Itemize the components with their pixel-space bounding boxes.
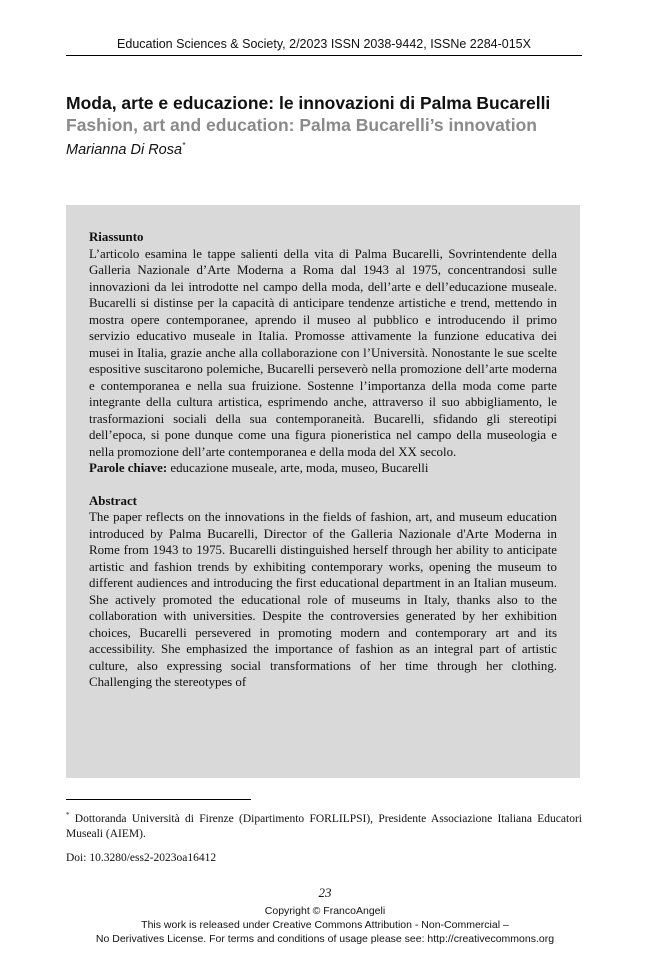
section-gap — [89, 477, 557, 493]
footnote — [66, 808, 582, 842]
title-italian: Moda, arte e educazione: le innovazioni di Palma Bucarelli — [66, 93, 551, 113]
running-head: Education Sciences & Society, 2/2023 ISSN 2038-9442, ISSNe 2284-015X — [66, 37, 582, 56]
footnote-divider — [66, 799, 251, 800]
license-line-1: This work is released under Creative Commons Attribution - Non-Commercial – — [141, 919, 509, 931]
abstract-text: The paper reflects on the innovations in the fields of fashion, art, and museum education introduced by Palma Bucarelli, Director of the Galleria Nazionale d'Arte Moderna in Rome from 1943 to 1975. Bucarelli distinguished herself through her ability to anticipate artistic and fashion trends by exhibiting contemporary works, opening the museum to different audiences and introducing the first educational department in an Italian museum. She actively promoted the educational role of museums in Italy, thanks also to the collaboration with universities. Despite the controversies generated by her exhibition choices, Bucarelli persevered in promoting modern and contemporary art and its accessibility. She emphasized the importance of fashion as an integral part of artistic culture, also expressing social transformations of her time through her clothing. Challenging the stereotypes of — [89, 510, 557, 689]
keywords-label: Parole chiave: — [89, 461, 168, 475]
riassunto-heading: Riassunto — [89, 230, 144, 244]
title-english: Fashion, art and education: Palma Bucarelli’s innovation — [66, 115, 537, 135]
copyright-line: Copyright © FrancoAngeli — [264, 905, 386, 917]
license-block — [0, 904, 650, 946]
footnote-mark: * — [66, 811, 70, 819]
abstract-box — [66, 205, 580, 778]
keywords-text: educazione museale, arte, moda, museo, Bucarelli — [170, 461, 429, 475]
license-line-2[interactable]: No Derivatives License. For terms and conditions of usage please see: http://creativecommons.org — [95, 933, 555, 945]
riassunto-text: L’articolo esamina le tappe salienti della vita di Palma Bucarelli, Sovrintendente della Galleria Nazionale d’Arte Moderna a Roma dal 1943 al 1975, concentrandosi sulle innovazioni da lei introdotte nel campo della moda, dell’arte e dell’educazione museale. Bucarelli si distinse per la capacità di anticipare tendenze artistiche e trend, mettendo in mostra opere contemporanee, aprendo il museo al pubblico e introducendo il primo servizio educativo museale in Italia. Promosse attivamente la funzione educativa dei musei in Italia, grazie anche alla collaborazione con l’Università. Nonostante le sue scelte espositive suscitarono polemiche, Bucarelli perseverò nella promozione dell’arte moderna e contemporanea e nella sua fruizione. Sostenne l’importanza della moda come parte integrante della cultura artistica, esprimendo anche, attraverso il suo abbigliamento, le trasformazioni sociali della sua contemporaneità. Bucarelli, sfidando gli stereotipi dell’epoca, si pone dunque come una figura pioneristica nel campo della museologia e nella promozione dell’arte contemporanea e della moda del XX secolo. — [89, 246, 557, 459]
footnote-text: Dottoranda Università di Firenze (Dipartimento FORLILPSI), Presidente Associazione Italiana Educatori Museali (AIEM). — [66, 812, 582, 840]
abstract-heading: Abstract — [89, 493, 137, 508]
page-number: 23 — [318, 885, 332, 900]
author-name: Marianna Di Rosa — [66, 141, 183, 158]
author-line — [66, 136, 582, 160]
doi[interactable]: Doi: 10.3280/ess2-2023oa16412 — [66, 852, 217, 864]
keywords-line — [89, 460, 557, 477]
author-footnote-mark[interactable]: * — [182, 141, 186, 150]
title-block — [66, 92, 582, 160]
